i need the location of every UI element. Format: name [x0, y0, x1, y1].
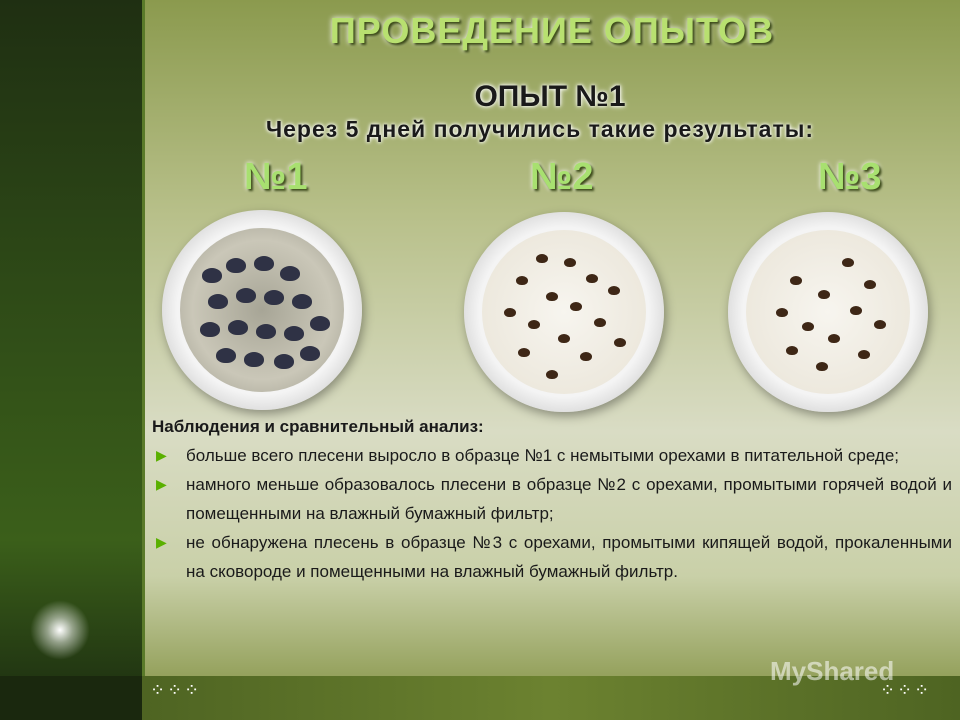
observation-item-2 [152, 470, 952, 528]
results-caption: Через 5 дней получились такие результаты: [265, 116, 815, 142]
dot-pattern-right: ⁘⁘⁘ [880, 680, 932, 700]
observations-block [152, 412, 952, 586]
petri-dish-1 [162, 210, 362, 410]
observation-item-1 [152, 441, 952, 470]
petri-dish-2 [464, 212, 664, 412]
arrow-bullet-icon: ▶ [156, 534, 167, 550]
observation-text-1: больше всего плесени выросло в образце №1 с немытыми орехами в питательной среде; [186, 446, 900, 465]
observation-text-2: намного меньше образовалось плесени в образце №2 с орехами, промытыми горячей водой и помещенными на влажный бумажный фильтр; [186, 475, 952, 523]
slide-title: ПРОВЕДЕНИЕ ОПЫТОВ [329, 10, 775, 51]
arrow-bullet-icon: ▶ [156, 447, 167, 463]
dish-2-contents [482, 230, 646, 394]
petri-dish-3 [728, 212, 928, 412]
sample-label-3: №3 [818, 156, 882, 198]
bottom-left-block [0, 676, 142, 720]
observation-item-3 [152, 528, 952, 586]
sample-label-2: №2 [530, 156, 594, 198]
light-glow [30, 600, 90, 660]
arrow-bullet-icon: ▶ [156, 476, 167, 492]
watermark-logo: MyShared [770, 656, 895, 686]
experiment-title: ОПЫТ №1 [474, 80, 626, 113]
dish-3-contents [746, 230, 910, 394]
dish-1-contents [180, 228, 344, 392]
observation-text-3: не обнаружена плесень в образце №3 с орехами, промытыми кипящей водой, прокаленными на сковороде и помещенными на влажный бумажный фильтр. [186, 533, 952, 581]
dot-pattern-left: ⁘⁘⁘ [150, 680, 202, 700]
left-panel-edge [142, 0, 145, 720]
observations-heading: Наблюдения и сравнительный анализ: [152, 417, 484, 436]
sample-label-1: №1 [244, 156, 308, 198]
